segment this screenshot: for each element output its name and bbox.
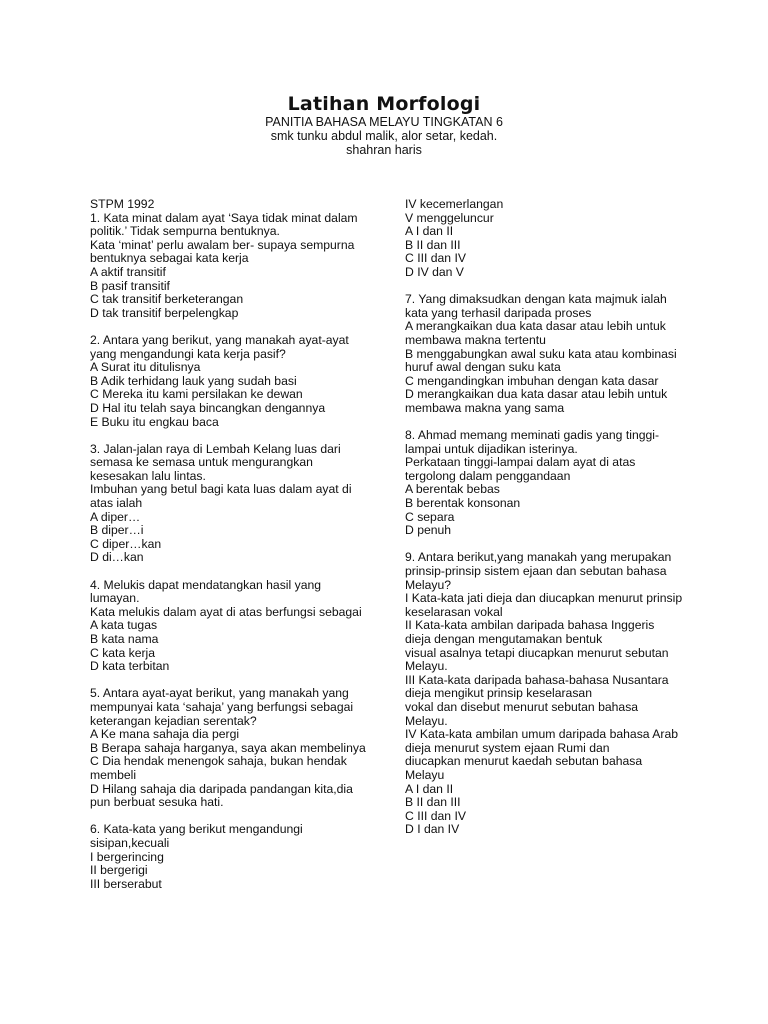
text-line: C III dan IV bbox=[405, 251, 466, 266]
text-line: STPM 1992 bbox=[90, 197, 155, 211]
text-line: C Mereka itu kami persilakan ke dewan bbox=[90, 387, 303, 402]
text-line: II Kata-kata ambilan daripada bahasa Inggeris bbox=[405, 618, 655, 633]
text-line: A I dan II bbox=[405, 224, 454, 239]
text-line: visual asalnya tetapi diucapkan menurut sebutan bbox=[405, 645, 669, 660]
text-line: A Surat itu ditulisnya bbox=[90, 360, 201, 375]
text-line: Imbuhan yang betul bagi kata luas dalam ayat di bbox=[90, 482, 352, 497]
text-line: mempunyai kata ‘sahaja’ yang berfungsi sebagai bbox=[90, 699, 354, 714]
left-column bbox=[90, 198, 365, 905]
subtitle-panel: PANITIA BAHASA MELAYU TINGKATAN 6 bbox=[265, 115, 503, 129]
text-line: D Hal itu telah saya bincangkan dengannya bbox=[90, 400, 326, 415]
text-line: B berentak konsonan bbox=[405, 496, 521, 511]
text-line: politik.’ Tidak sempurna bentuknya. bbox=[90, 224, 280, 239]
text-line: III Kata-kata daripada bahasa-bahasa Nusantara bbox=[405, 672, 669, 687]
question-block bbox=[90, 334, 365, 429]
text-line: diucapkan menurut kaedah sebutan bahasa bbox=[405, 754, 643, 769]
text-line: 8. Ahmad memang meminati gadis yang tinggi- bbox=[405, 428, 660, 443]
text-line: keterangan kejadian serentak? bbox=[90, 713, 257, 728]
right-column bbox=[405, 198, 695, 851]
text-line: B diper…i bbox=[90, 523, 144, 538]
text-line: A kata tugas bbox=[90, 618, 158, 633]
text-line: D Hilang sahaja dia daripada pandangan kita,dia bbox=[90, 781, 353, 796]
text-line: 4. Melukis dapat mendatangkan hasil yang bbox=[90, 577, 322, 592]
text-line: C kata kerja bbox=[90, 645, 156, 660]
text-line: tergolong dalam penggandaan bbox=[405, 468, 571, 483]
text-line: IV Kata-kata ambilan umum daripada bahasa Arab bbox=[405, 727, 679, 742]
text-line: D I dan IV bbox=[405, 822, 460, 837]
text-line: C III dan IV bbox=[405, 808, 466, 823]
text-line: C separa bbox=[405, 509, 455, 524]
text-line: 5. Antara ayat-ayat berikut, yang manakah yang bbox=[90, 686, 349, 701]
text-line: A berentak bebas bbox=[405, 482, 500, 497]
text-line: C diper…kan bbox=[90, 536, 162, 551]
text-line: B II dan III bbox=[405, 237, 461, 252]
text-line: Melayu? bbox=[405, 577, 452, 592]
text-line: IV kecemerlangan bbox=[405, 197, 504, 211]
text-line: B kata nama bbox=[90, 632, 159, 646]
text-line: III berserabut bbox=[90, 876, 162, 891]
text-line: C tak transitif berketerangan bbox=[90, 292, 244, 307]
text-line: B II dan III bbox=[405, 795, 461, 810]
text-line: keselarasan vokal bbox=[405, 604, 503, 619]
text-line: 3. Jalan-jalan raya di Lembah Kelang luas dari bbox=[90, 441, 341, 456]
question-block bbox=[90, 198, 365, 320]
text-line: 1. Kata minat dalam ayat ‘Saya tidak minat dalam bbox=[90, 210, 358, 225]
text-line: Kata melukis dalam ayat di atas berfungsi sebagai bbox=[90, 604, 362, 619]
text-line: B Adik terhidang lauk yang sudah basi bbox=[90, 373, 297, 388]
text-line: yang mengandungi kata kerja pasif? bbox=[90, 346, 286, 361]
text-line: D IV dan V bbox=[405, 264, 464, 279]
text-line: C Dia hendak menengok sahaja, bukan hendak bbox=[90, 754, 347, 769]
text-line: A I dan II bbox=[405, 781, 454, 796]
text-line: D di…kan bbox=[90, 550, 144, 565]
subtitle-author: shahran haris bbox=[346, 143, 422, 157]
text-line: bentuknya sebagai kata kerja bbox=[90, 251, 249, 266]
text-line: 7. Yang dimaksudkan dengan kata majmuk ialah bbox=[405, 292, 667, 307]
text-line: Melayu. bbox=[405, 659, 448, 674]
question-block bbox=[90, 687, 365, 809]
text-line: D kata terbitan bbox=[90, 659, 170, 674]
text-line: 9. Antara berikut,yang manakah yang merupakan bbox=[405, 550, 672, 565]
text-line: B menggabungkan awal suku kata atau kombinasi bbox=[405, 346, 677, 361]
question-block bbox=[405, 293, 695, 415]
text-line: A aktif transitif bbox=[90, 264, 166, 279]
text-line: semasa ke semasa untuk mengurangkan bbox=[90, 455, 313, 470]
text-line: B pasif transitif bbox=[90, 278, 170, 293]
text-line: II bergerigi bbox=[90, 863, 148, 878]
text-line: membeli bbox=[90, 767, 137, 782]
subtitle-school: smk tunku abdul malik, alor setar, kedah. bbox=[270, 129, 498, 143]
question-block bbox=[405, 198, 695, 280]
text-line: vokal dan disebut menurut sebutan bahasa bbox=[405, 699, 639, 714]
text-line: dieja mengikut prinsip keselarasan bbox=[405, 686, 592, 701]
text-line: pun berbuat sesuka hati. bbox=[90, 795, 224, 810]
text-line: B Berapa sahaja harganya, saya akan membelinya bbox=[90, 740, 366, 755]
text-line: sisipan,kecuali bbox=[90, 835, 170, 850]
text-line: D penuh bbox=[405, 523, 452, 538]
document-title: Latihan Morfologi bbox=[287, 93, 481, 115]
text-line: kesesakan lalu lintas. bbox=[90, 468, 206, 483]
text-line: A merangkaikan dua kata dasar atau lebih untuk bbox=[405, 319, 666, 334]
text-line: 2. Antara yang berikut, yang manakah ayat-ayat bbox=[90, 332, 349, 347]
text-line: V menggeluncur bbox=[405, 210, 494, 225]
text-line: I bergerincing bbox=[90, 849, 164, 864]
question-block bbox=[90, 443, 365, 565]
text-line: lampai untuk dijadikan isterinya. bbox=[405, 441, 578, 456]
text-line: dieja dengan mengutamakan bentuk bbox=[405, 632, 603, 646]
text-line: lumayan. bbox=[90, 591, 140, 606]
question-block bbox=[90, 579, 365, 674]
text-line: kata yang terhasil daripada proses bbox=[405, 305, 592, 320]
text-line: I Kata-kata jati dieja dan diucapkan menurut prinsip bbox=[405, 591, 683, 606]
text-line: Melayu. bbox=[405, 713, 448, 728]
text-line: Melayu bbox=[405, 767, 445, 782]
text-line: membawa makna tertentu bbox=[405, 332, 546, 347]
text-line: dieja menurut system ejaan Rumi dan bbox=[405, 740, 610, 755]
question-block bbox=[405, 429, 695, 538]
question-block bbox=[90, 823, 365, 891]
text-line: huruf awal dengan suku kata bbox=[405, 360, 561, 375]
text-line: E Buku itu engkau baca bbox=[90, 414, 219, 429]
text-line: 6. Kata-kata yang berikut mengandungi bbox=[90, 822, 303, 837]
text-line: Kata ‘minat’ perlu awalam ber- supaya sempurna bbox=[90, 237, 355, 252]
text-line: D tak transitif berpelengkap bbox=[90, 305, 239, 320]
text-line: prinsip-prinsip sistem ejaan dan sebutan bahasa bbox=[405, 564, 667, 579]
text-line: D merangkaikan dua kata dasar atau lebih untuk bbox=[405, 387, 668, 402]
text-line: A Ke mana sahaja dia pergi bbox=[90, 727, 240, 742]
text-line: C mengandingkan imbuhan dengan kata dasar bbox=[405, 373, 659, 388]
text-line: membawa makna yang sama bbox=[405, 400, 565, 415]
text-line: Perkataan tinggi-lampai dalam ayat di atas bbox=[405, 455, 636, 470]
text-line: A diper… bbox=[90, 509, 141, 524]
question-block bbox=[405, 551, 695, 836]
text-line: atas ialah bbox=[90, 496, 143, 511]
